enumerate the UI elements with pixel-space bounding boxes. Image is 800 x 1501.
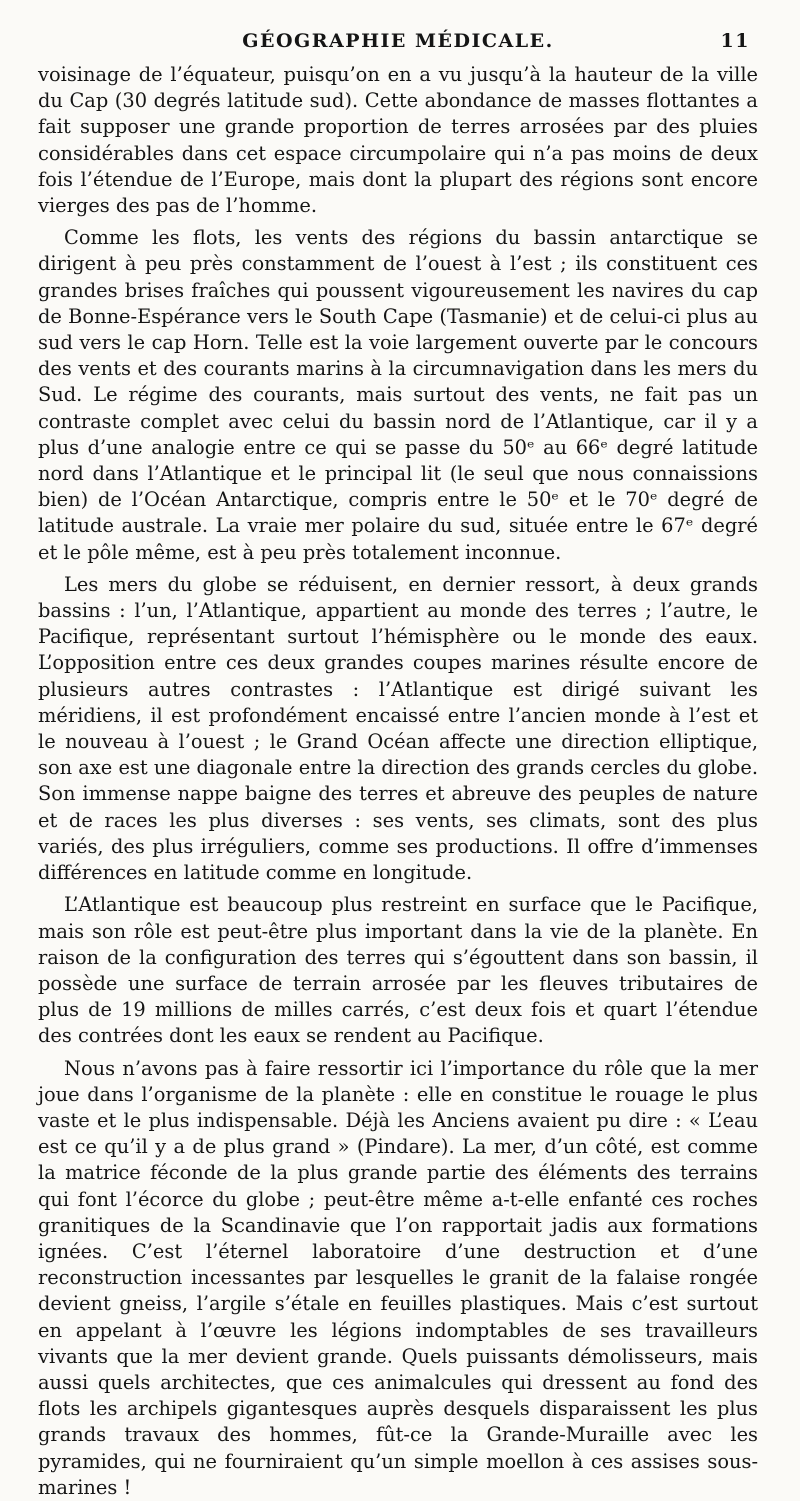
paragraph-role-of-sea: Nous n’avons pas à faire ressortir ici l’importance du rôle que la mer joue dans l’organisme de la planète : elle en constitue le rouage le plus vaste et le plus indispensable. Déjà les Anciens avaient pu dire : « L’eau est ce qu’il y a de plus grand » (Pindare). La mer, d’un côté, est comme la matrice féconde de la plus grande partie des éléments des terrains qui font l’écorce du globe ; peut-être même a-t-elle enfanté ces roches granitiques de la Scandinavie que l’on rapportait jadis aux formations ignées. C’est l’éternel laboratoire d’une destruction et d’une reconstruction incessantes par lesquelles le granit de la falaise rongée devient gneiss, l’argile s’étale en feuilles plastiques. Mais c’est surtout en appelant à l’œuvre les légions indomptables de ses travailleurs vivants que la mer devient grande. Quels puissants démolisseurs, mais aussi quels architectes, que ces animalcules qui dressent au fond des flots les archipels gigantesques auprès desquels disparaissent les plus grands travaux des hommes, fût-ce la Grande-Muraille avec les pyramides, qui ne fourniraient qu’un simple moellon à ces assises sous-marines ! xyxy=(38,1056,758,1499)
paragraph-atlantic: L’Atlantique est beaucoup plus restreint en surface que le Pacifique, mais son rôle est peut-être plus important dans la vie de la planète. En raison de la configuration des terres qui s’égouttent dans son bassin, il possède une surface de terrain arrosée par les fleuves tributaires de plus de 19 millions de milles carrés, c’est deux fois et quart l’étendue des contrées dont les eaux se rendent au Pacifique. xyxy=(38,893,758,1048)
paragraph-two-basins: Les mers du globe se réduisent, en dernier ressort, à deux grands bassins : l’un, l’Atlantique, appartient au monde des terres ; l’autre, le Pacifique, représentant surtout l’hémisphère ou le monde des eaux. L’opposition entre ces deux grandes coupes marines résulte encore de plusieurs autres contrastes : l’Atlantique est dirigé suivant les méridiens, il est profondément encaissé entre l’ancien monde à l’est et le nouveau à l’ouest ; le Grand Océan affecte une direction elliptique, son axe est une diagonale entre la direction des grands cercles du globe. Son immense nappe baigne des terres et abreuve des peuples de nature et de races les plus diverses : ses vents, ses climats, sont des plus variés, des plus irréguliers, comme ses productions. Il offre d’immenses différences en latitude comme en longitude. xyxy=(38,572,758,885)
paragraph-antarctic-winds: Comme les flots, les vents des régions du bassin antarctique se dirigent à peu près constamment de l’ouest à l’est ; ils constituent ces grandes brises fraîches qui poussent vigoureusement les navires du cap de Bonne-Espérance vers le South Cape (Tasmanie) et de celui-ci plus au sud vers le cap Horn. Telle est la voie largement ouverte par le concours des vents et des courants marins à la circumnavigation dans les mers du Sud. Le régime des courants, mais surtout des vents, ne fait pas un contraste complet avec celui du bassin nord de l’Atlantique, car il y a plus d’une analogie entre ce qui se passe du 50ᵉ au 66ᵉ degré latitude nord dans l’Atlantique et le principal lit (le seul que nous connaissions bien) de l’Océan Antarctique, compris entre le 50ᵉ et le 70ᵉ degré de latitude australe. La vraie mer polaire du sud, située entre le 67ᵉ degré et le pôle même, est à peu près totalement inconnue. xyxy=(38,226,758,564)
running-header xyxy=(38,30,758,60)
paragraph-continuation: voisinage de l’équateur, puisqu’on en a vu jusqu’à la hauteur de la ville du Cap (30 degrés latitude sud). Cette abondance de masses flottantes a fait supposer une grande proportion de terres arrosées par des pluies considérables dans cet espace circumpolaire qui n’a pas moins de deux fois l’étendue de l’Europe, mais dont la plupart des régions sont encore vierges des pas de l’homme. xyxy=(38,63,758,218)
running-title: GÉOGRAPHIE MÉDICALE. xyxy=(242,30,554,52)
page-number: 11 xyxy=(720,30,750,52)
page-body xyxy=(38,62,758,1501)
